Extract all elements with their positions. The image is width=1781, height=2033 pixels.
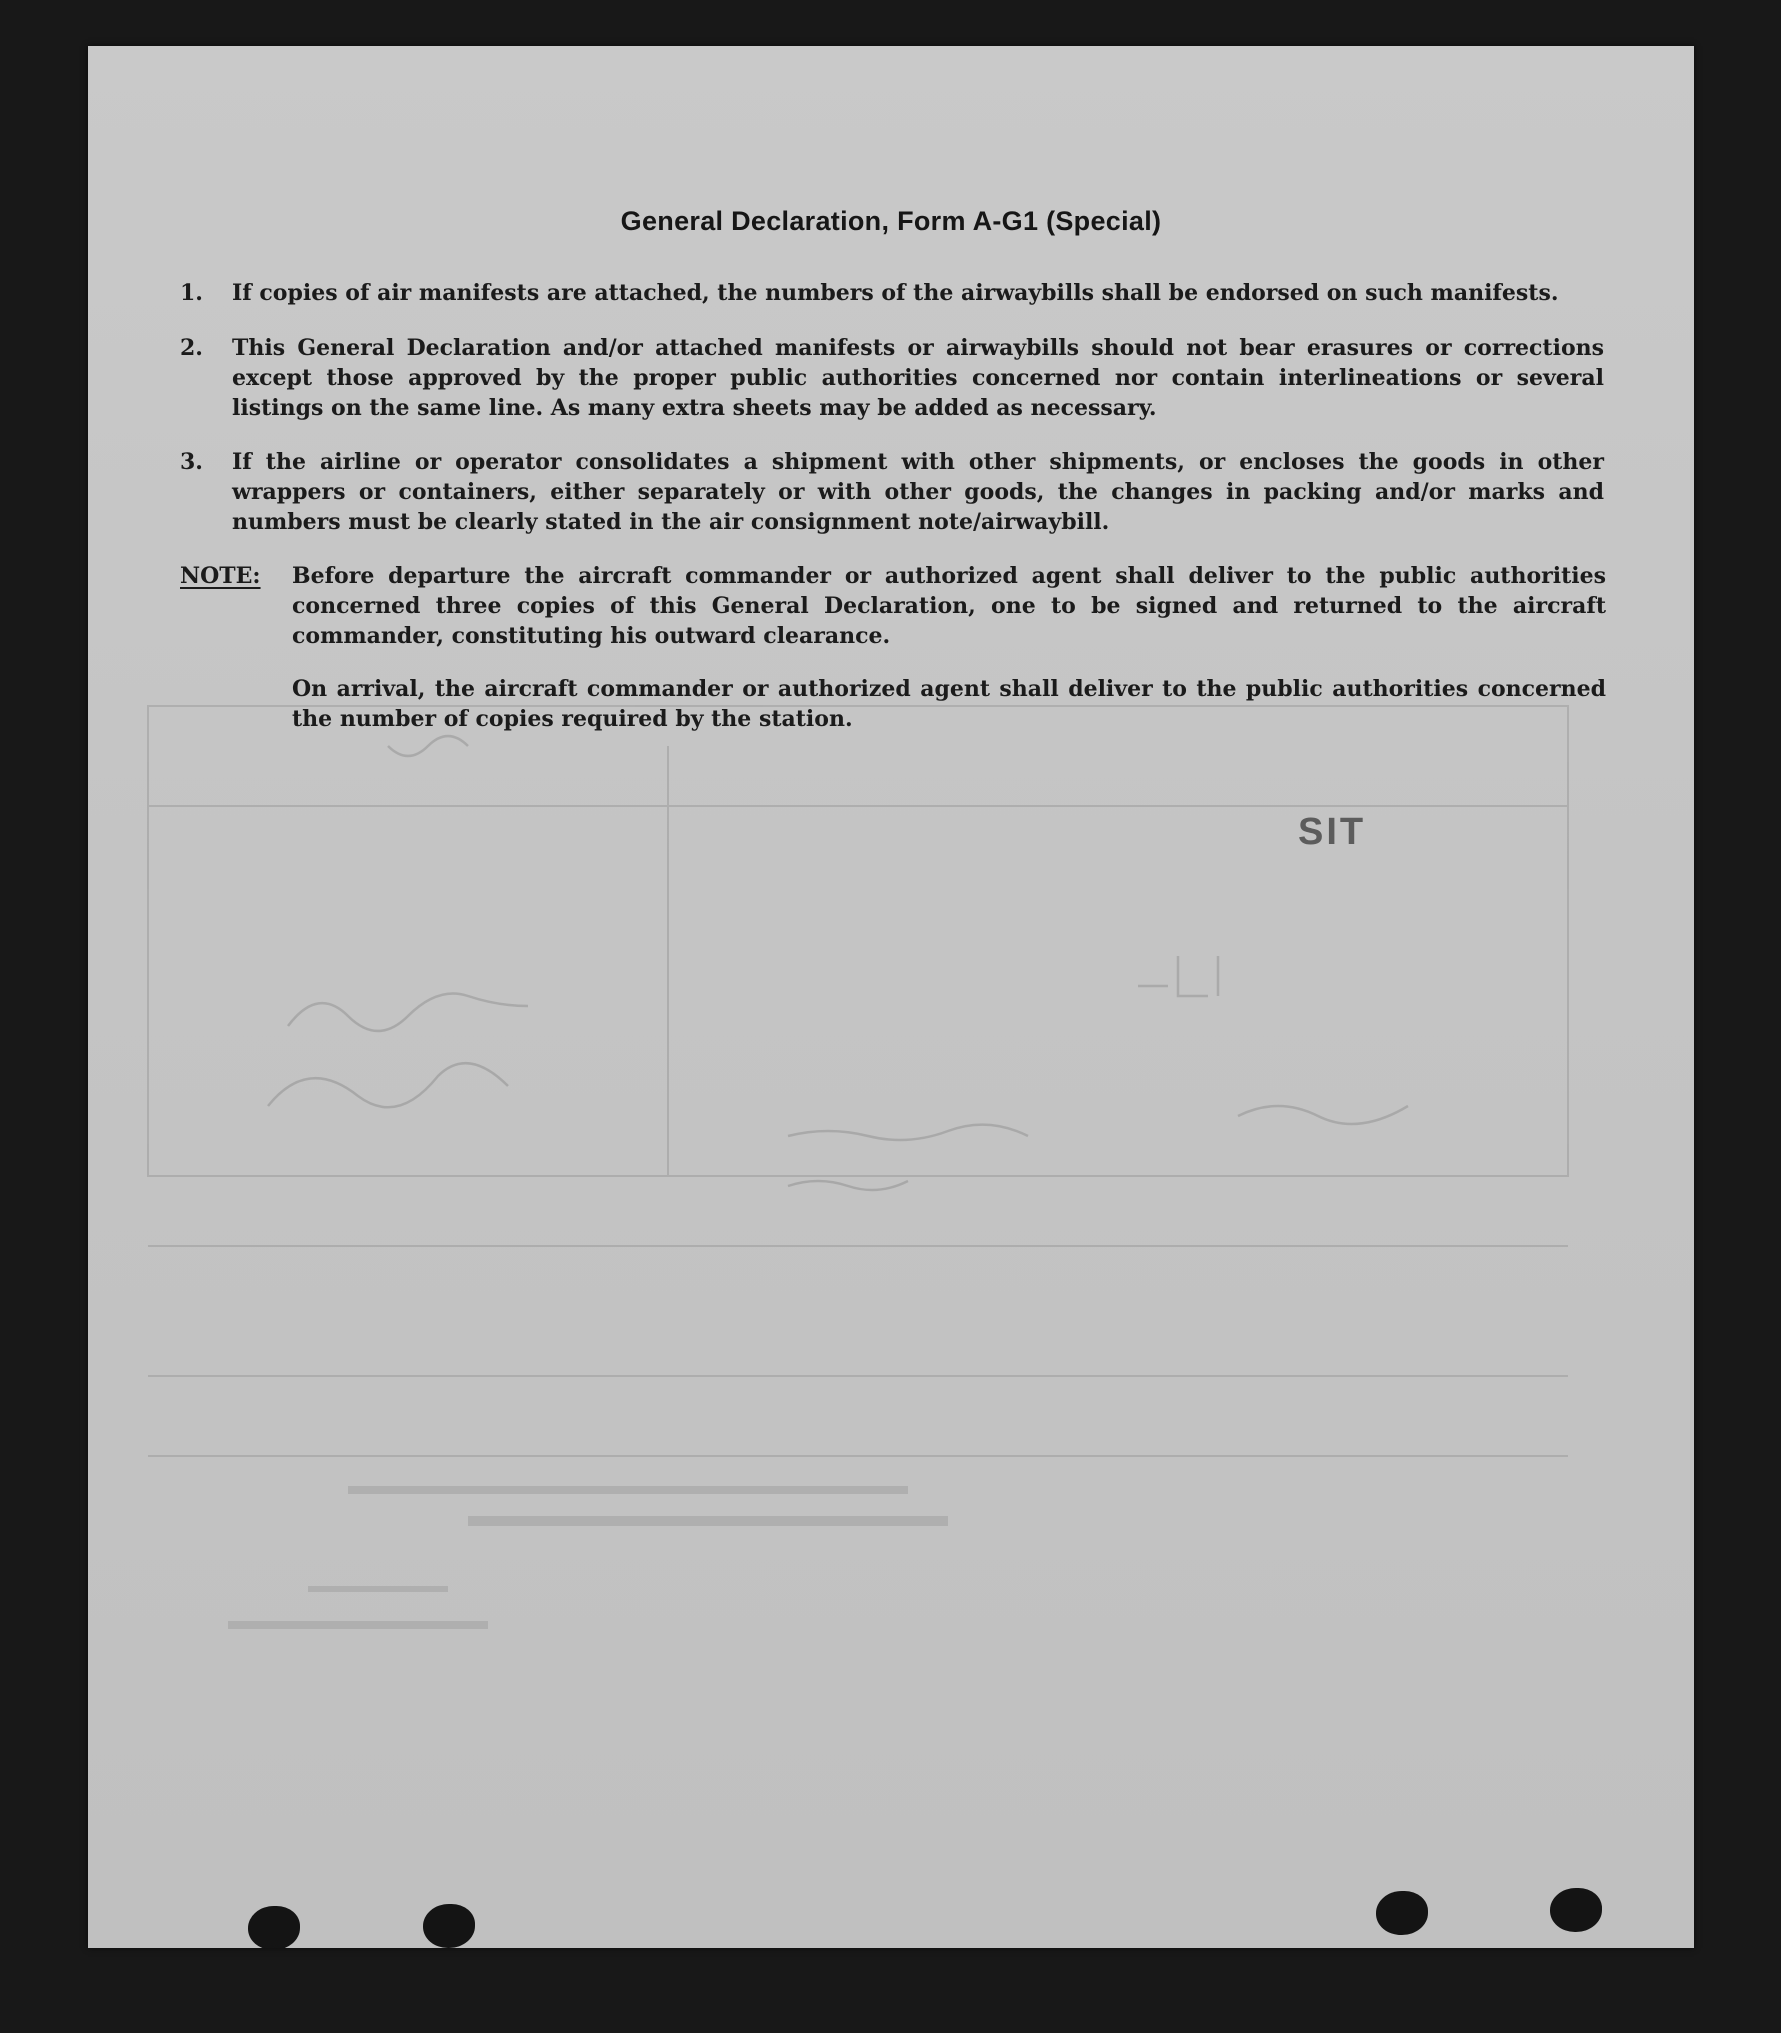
item-text: If the airline or operator consolidates a shipment with other shipments, or encloses the goods in other wrappers or containers, either separately or with other goods, the changes in packing and/or marks and numbers must be clearly stated in the air consignment note/airwaybill. [232,449,1604,535]
instruction-item-1 [180,278,1604,308]
item-text: This General Declaration and/or attached manifests or airwaybills should not bear erasures or corrections except those approved by the proper public authorities concerned nor contain interlineations or several listings on the same line. As many extra sheets may be added as necessary. [232,335,1604,421]
item-number: 1. [180,280,203,306]
document-title: General Declaration, Form A-G1 (Special) [620,206,1162,236]
note-label: NOTE: [180,563,261,589]
punch-hole [248,1906,300,1948]
note-paragraph-arrival: On arrival, the aircraft commander or authorized agent shall deliver to the public authorities concerned the number of copies required by the station. [292,676,1606,732]
item-text: If copies of air manifests are attached, the numbers of the airwaybills shall be endorsed on such manifests. [232,280,1559,306]
punch-hole [1550,1888,1602,1932]
note-section [180,561,1606,734]
punch-hole [1376,1891,1428,1935]
document-page [88,46,1694,1948]
punch-hole [423,1904,475,1948]
instruction-item-2 [180,333,1604,423]
instruction-item-3 [180,447,1604,537]
item-number: 3. [180,449,203,475]
note-paragraph-departure: Before departure the aircraft commander or authorized agent shall deliver to the public authorities concerned three copies of this General Declaration, one to be signed and returned to the aircraft commander, constituting his outward clearance. [292,563,1606,649]
ink-stamp: SIT [1298,811,1367,853]
item-number: 2. [180,335,203,361]
bleed-through-marks [88,46,1694,1948]
